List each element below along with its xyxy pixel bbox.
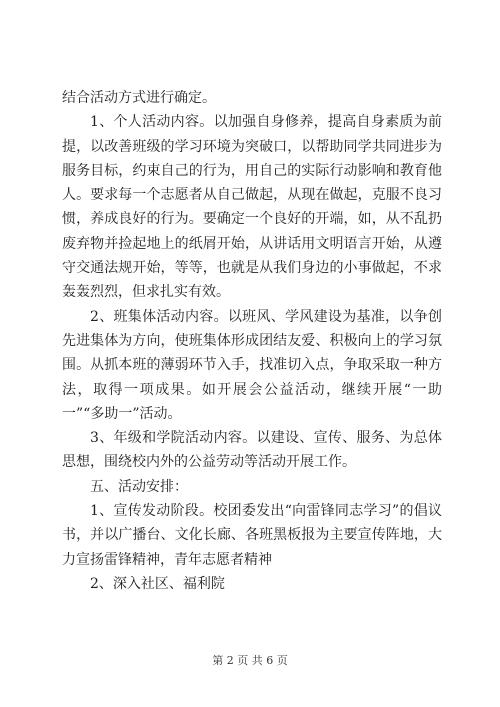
paragraph-personal-activity: 1、个人活动内容。以加强自身修养，提高自身素质为前提，以改善班级的学习环境为突破口，以帮助同学共同进步为服务目标，约束自己的行为，用自己的实际行动影响和教育他人。要求每一个志愿者从自己做起，从现在做起，克服不良习惯，养成良好的行为。要确定一个良好的开端，如，从不乱扔废弃物并捡起地上的纸屑开始，从讲话用文明语言开始，从遵守交通法规开始，等等，也就是从我们身边的小事做起，不求轰轰烈烈，但求扎实有效。 [62, 114, 442, 301]
paragraph-class-activity: 2、班集体活动内容。以班风、学风建设为基准，以争创先进集体为方向，使班集体形成团结友爱、积极向上的学习氛围。从抓本班的薄弱环节入手，找准切入点，争取采取一种方法，取得一项成果。如开展会公益活动，继续开展“一助一”“多助一”活动。 [62, 308, 442, 422]
section-heading-activity-schedule: 五、活动安排： [90, 478, 188, 495]
page-number-footer: 第 2 页 共 6 页 [212, 654, 288, 667]
paragraph-continuation: 结合活动方式进行确定。 [62, 90, 216, 106]
document-body [62, 86, 442, 596]
paragraph-publicity-stage: 1、宣传发动阶段。校团委发出“向雷锋同志学习”的倡议书，并以广播台、文化长廊、各班黑板报为主要宣传阵地，大力宣扬雷锋精神，青年志愿者精神 [62, 503, 442, 568]
paragraph-community-visit: 2、深入社区、福利院 [90, 575, 225, 592]
paragraph-grade-college-activity: 3、年级和学院活动内容。以建设、宣传、服务、为总体思想，围绕校内外的公益劳动等活动开展工作。 [62, 430, 442, 471]
